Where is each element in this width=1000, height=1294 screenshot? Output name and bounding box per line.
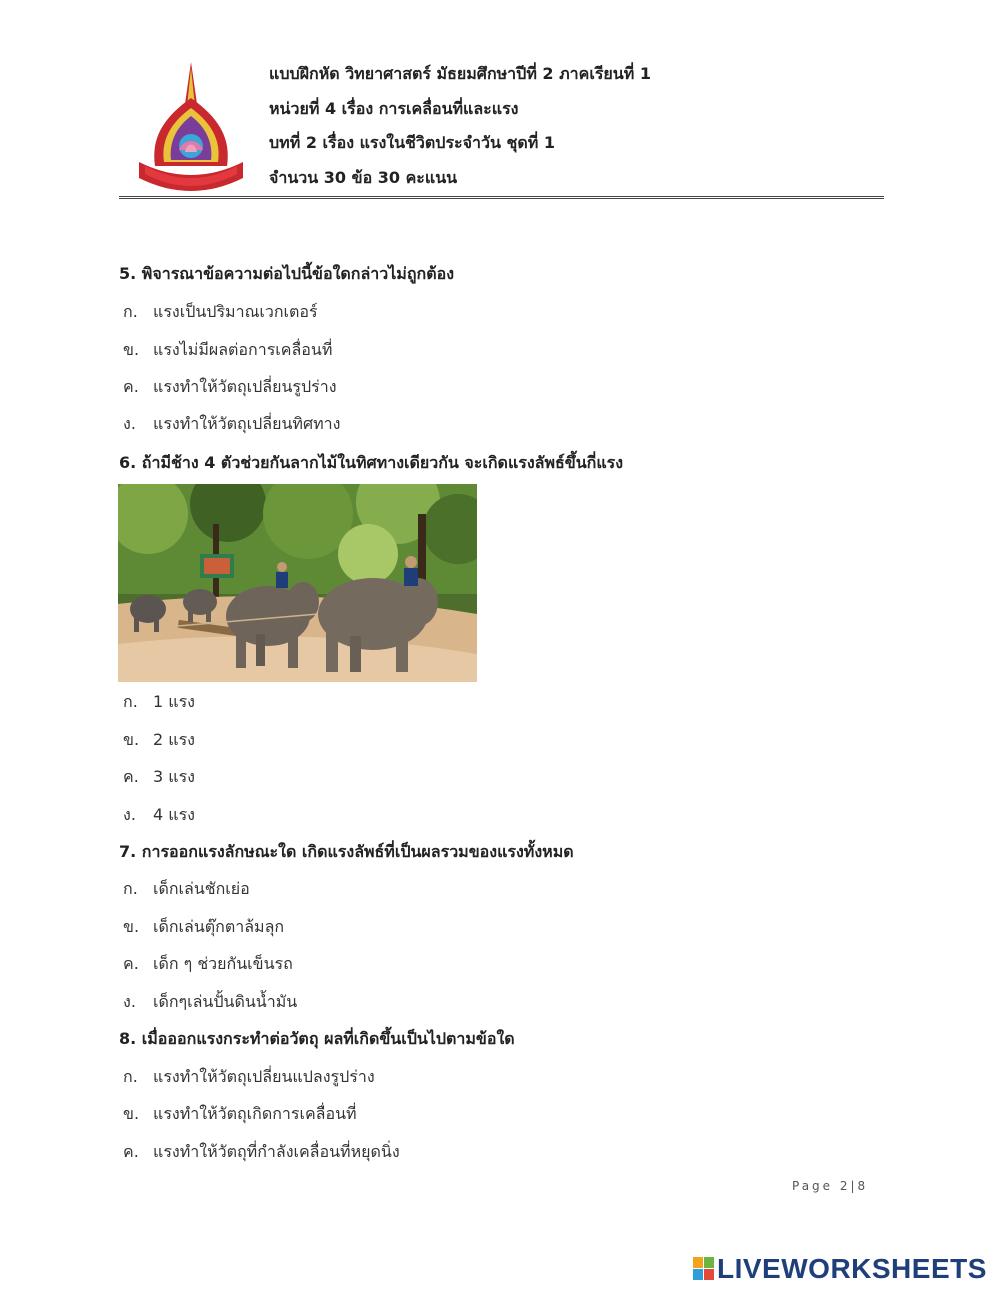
option-text: 4 แรง xyxy=(153,805,195,824)
q6-option-c[interactable]: ค. 3 แรง xyxy=(123,767,195,786)
option-text: แรงทำให้วัตถุที่กำลังเคลื่อนที่หยุดนิ่ง xyxy=(153,1142,400,1161)
option-text: แรงทำให้วัตถุเกิดการเคลื่อนที่ xyxy=(153,1104,357,1123)
q7-option-a[interactable]: ก. เด็กเล่นชักเย่อ xyxy=(123,879,250,898)
q5-option-b[interactable]: ข. แรงไม่มีผลต่อการเคลื่อนที่ xyxy=(123,340,333,359)
school-emblem-icon xyxy=(133,58,249,194)
q7-option-c[interactable]: ค. เด็ก ๆ ช่วยกันเข็นรถ xyxy=(123,954,293,973)
q8-option-c[interactable]: ค. แรงทำให้วัตถุที่กำลังเคลื่อนที่หยุดนิ่ง xyxy=(123,1142,400,1161)
option-text: 2 แรง xyxy=(153,730,195,749)
q8-option-a[interactable]: ก. แรงทำให้วัตถุเปลี่ยนแปลงรูปร่าง xyxy=(123,1067,375,1086)
q7-option-d[interactable]: ง. เด็กๆเล่นปั้นดินน้ำมัน xyxy=(123,992,298,1011)
header-line-unit: หน่วยที่ 4 เรื่อง การเคลื่อนที่และแรง xyxy=(269,98,519,118)
option-text: เด็กๆเล่นปั้นดินน้ำมัน xyxy=(153,992,298,1011)
q8-option-b[interactable]: ข. แรงทำให้วัตถุเกิดการเคลื่อนที่ xyxy=(123,1104,357,1123)
brand-name: LIVEWORKSHEETS xyxy=(717,1253,987,1284)
option-text: เด็กเล่นชักเย่อ xyxy=(153,879,250,898)
page-number: Page 2|8 xyxy=(792,1179,869,1193)
q7-option-b[interactable]: ข. เด็กเล่นตุ๊กตาล้มลุก xyxy=(123,917,285,936)
option-text: เด็ก ๆ ช่วยกันเข็นรถ xyxy=(153,954,293,973)
worksheet-header xyxy=(0,0,1000,205)
q6-option-b[interactable]: ข. 2 แรง xyxy=(123,730,195,749)
question-7: 7. การออกแรงลักษณะใด เกิดแรงลัพธ์ที่เป็นผลรวมของแรงทั้งหมด xyxy=(119,842,574,861)
option-text: 1 แรง xyxy=(153,692,195,711)
option-text: เด็กเล่นตุ๊กตาล้มลุก xyxy=(153,917,285,936)
q5-option-a[interactable]: ก. แรงเป็นปริมาณเวกเตอร์ xyxy=(123,302,318,321)
header-line-count: จำนวน 30 ข้อ 30 คะแนน xyxy=(269,167,458,187)
header-divider xyxy=(119,196,884,199)
option-text: แรงทำให้วัตถุเปลี่ยนทิศทาง xyxy=(153,414,341,433)
q5-option-c[interactable]: ค. แรงทำให้วัตถุเปลี่ยนรูปร่าง xyxy=(123,377,337,396)
header-line-chapter: บทที่ 2 เรื่อง แรงในชีวิตประจำวัน ชุดที่ 1 xyxy=(269,133,555,152)
q5-option-d[interactable]: ง. แรงทำให้วัตถุเปลี่ยนทิศทาง xyxy=(123,414,341,433)
option-text: แรงไม่มีผลต่อการเคลื่อนที่ xyxy=(153,340,333,359)
option-text: แรงเป็นปริมาณเวกเตอร์ xyxy=(153,302,318,321)
header-line-course: แบบฝึกหัด วิทยาศาสตร์ มัธยมศึกษาปีที่ 2 ภาคเรียนที่ 1 xyxy=(269,64,651,83)
option-text: แรงทำให้วัตถุเปลี่ยนรูปร่าง xyxy=(153,377,337,396)
question-6: 6. ถ้ามีช้าง 4 ตัวช่วยกันลากไม้ในทิศทางเดียวกัน จะเกิดแรงลัพธ์ขึ้นกี่แรง xyxy=(119,453,624,472)
question-8: 8. เมื่อออกแรงกระทำต่อวัตถุ ผลที่เกิดขึ้นเป็นไปตามข้อใด xyxy=(119,1029,515,1048)
option-text: 3 แรง xyxy=(153,767,195,786)
liveworksheets-logo-icon xyxy=(693,1257,715,1281)
option-text: แรงทำให้วัตถุเปลี่ยนแปลงรูปร่าง xyxy=(153,1067,375,1086)
q6-option-d[interactable]: ง. 4 แรง xyxy=(123,805,195,824)
q6-option-a[interactable]: ก. 1 แรง xyxy=(123,692,195,711)
header-text-block xyxy=(269,60,651,198)
question-5: 5. พิจารณาข้อความต่อไปนี้ข้อใดกล่าวไม่ถูกต้อง xyxy=(119,264,455,283)
elephants-photo xyxy=(118,484,477,682)
